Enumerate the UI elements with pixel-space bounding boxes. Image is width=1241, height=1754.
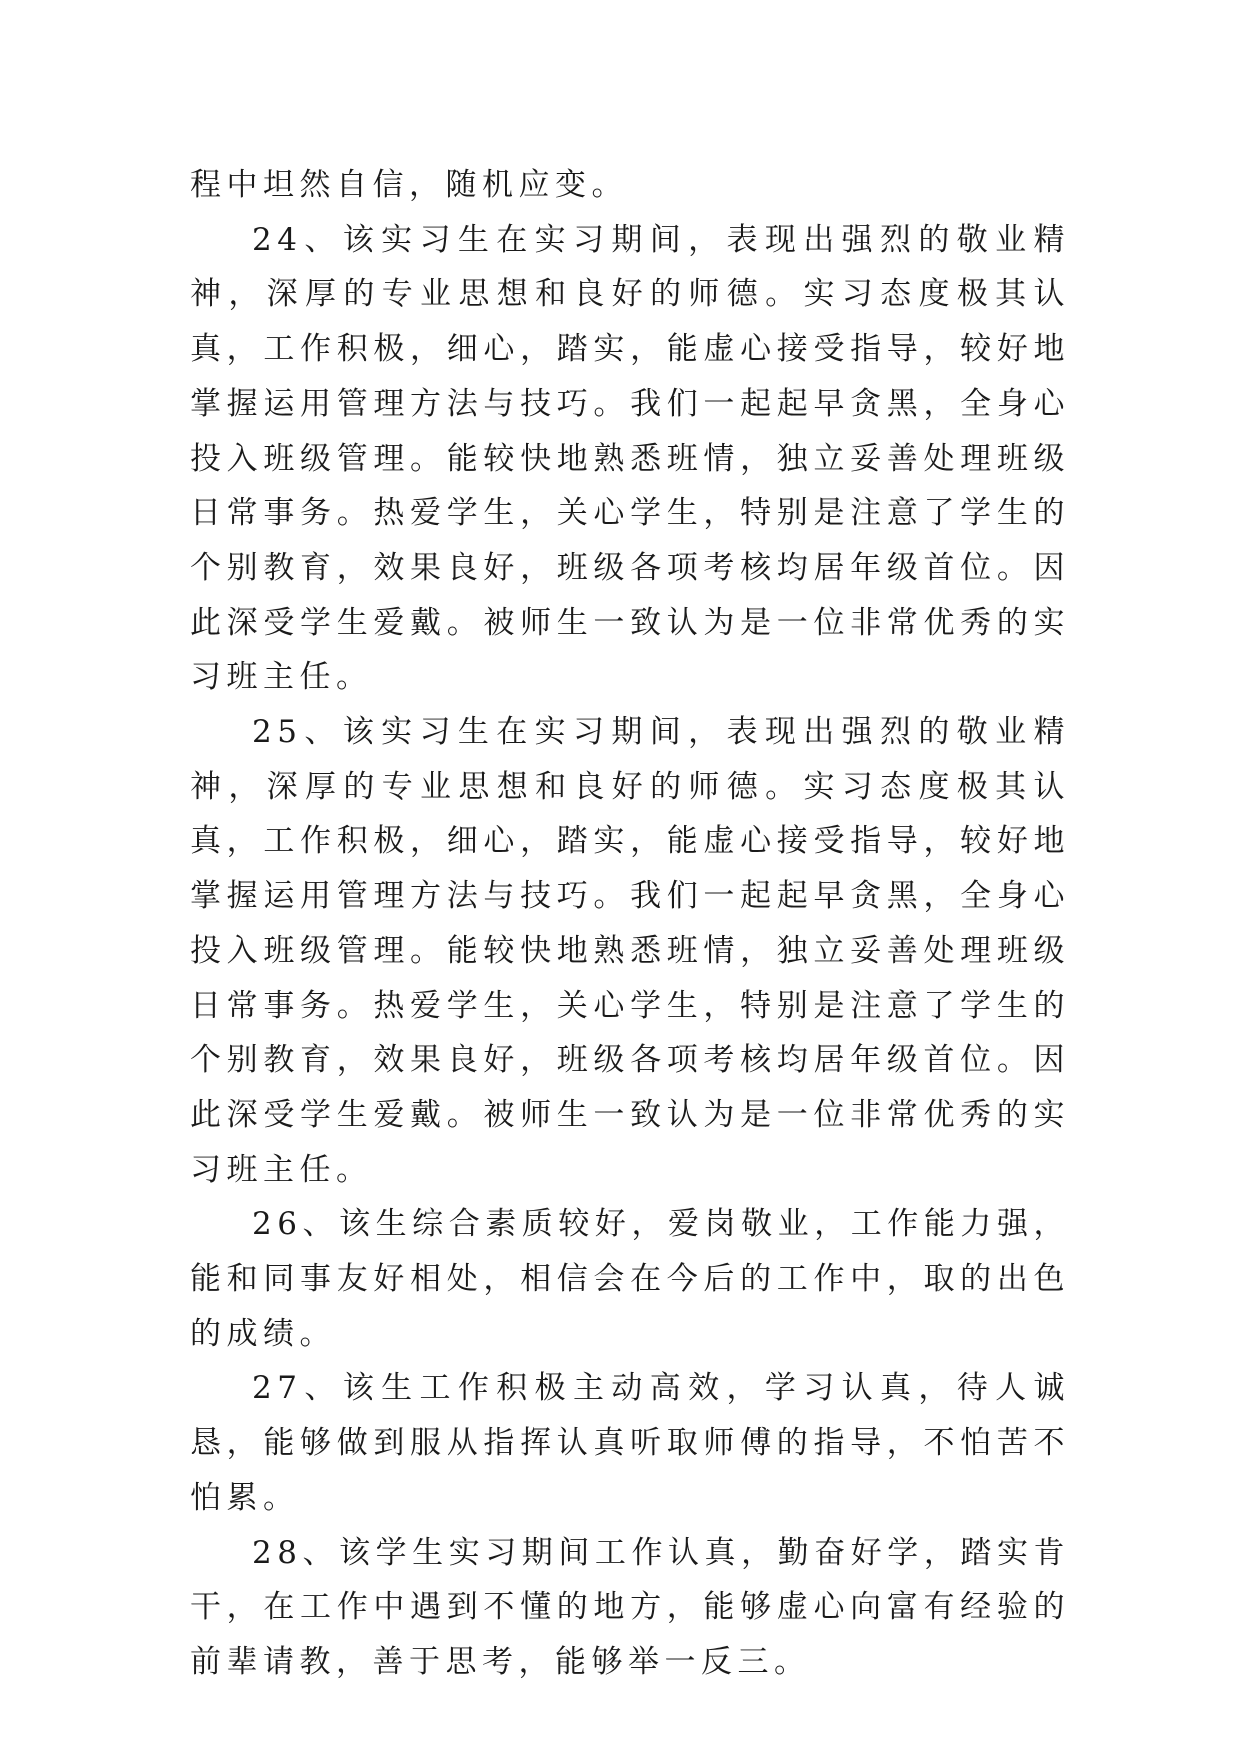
paragraph-24: 24、该实习生在实习期间，表现出强烈的敬业精神，深厚的专业思想和良好的师德。实习态度极其认真，工作积极，细心，踏实，能虚心接受指导，较好地掌握运用管理方法与技巧。我们一起起早贪黑，全身心投入班级管理。能较快地熟悉班情，独立妥善处理班级日常事务。热爱学生，关心学生，特别是注意了学生的个别教育，效果良好，班级各项考核均居年级首位。因此深受学生爱戴。被师生一致认为是一位非常优秀的实习班主任。 <box>190 221 1070 696</box>
paragraph-25: 25、该实习生在实习期间，表现出强烈的敬业精神，深厚的专业思想和良好的师德。实习态度极其认真，工作积极，细心，踏实，能虚心接受指导，较好地掌握运用管理方法与技巧。我们一起起早贪黑，全身心投入班级管理。能较快地熟悉班情，独立妥善处理班级日常事务。热爱学生，关心学生，特别是注意了学生的个别教育，效果良好，班级各项考核均居年级首位。因此深受学生爱戴。被师生一致认为是一位非常优秀的实习班主任。 <box>190 714 1070 1188</box>
paragraph-27: 27、该生工作积极主动高效，学习认真，待人诚恳，能够做到服从指挥认真听取师傅的指导，不怕苦不怕累。 <box>190 1370 1070 1516</box>
paragraph-28: 28、该学生实习期间工作认真，勤奋好学，踏实肯干，在工作中遇到不懂的地方，能够虚心向富有经验的前辈请教，善于思考，能够举一反三。 <box>190 1534 1070 1680</box>
paragraph-26: 26、该生综合素质较好，爱岗敬业，工作能力强，能和同事友好相处，相信会在今后的工作中，取的出色的成绩。 <box>190 1206 1070 1352</box>
paragraph-continuation: 程中坦然自信，随机应变。 <box>190 167 628 203</box>
document-body <box>190 158 1070 1690</box>
